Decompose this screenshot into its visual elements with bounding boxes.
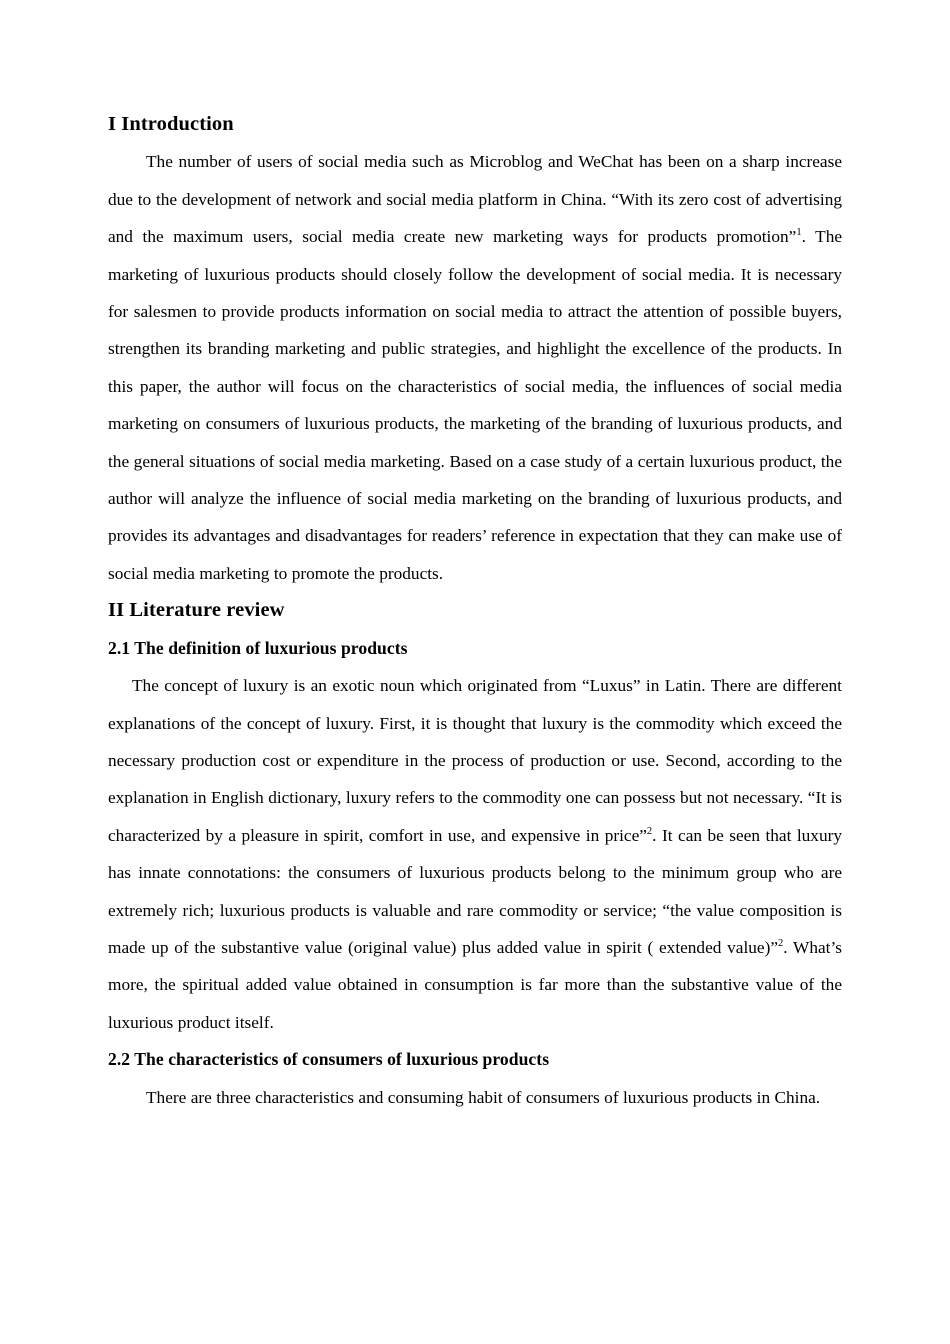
paragraph-2-2-1: There are three characteristics and consuming habit of consumers of luxurious products in China. bbox=[146, 1087, 821, 1107]
paragraph-introduction-1: The number of users of social media such as Microblog and WeChat has been on a sharp increase due to the development of network and social media platform in China. “With its zero cost of advertising and the maximum users, social media create new marketing ways for products promotion”$^1$. The marketing of luxurious products should closely follow the development of social media. It is necessary for salesmen to provide products information on social media to attract the attention of possible buyers, strengthen its branding marketing and public strategies, and highlight the excellence of the products. In this paper, the author will focus on the characteristics of social media, the influences of social media marketing on consumers of luxurious products, the marketing of the branding of luxurious products, and the general situations of social media marketing. Based on a case study of a certain luxurious product, the author will analyze the influence of social media marketing on the branding of luxurious products, and provides its advantages and disadvantages for readers’ reference in expectation that they can make use of social media marketing to promote the products. bbox=[108, 152, 843, 583]
heading-2-2-characteristics-of-consumers: 2.2 The characteristics of consumers of luxurious products bbox=[108, 1049, 550, 1070]
footnote-reference: 2 bbox=[778, 938, 784, 950]
heading-literature-review: II Literature review bbox=[108, 599, 285, 622]
heading-introduction: I Introduction bbox=[108, 113, 234, 135]
page-content bbox=[108, 106, 842, 1116]
heading-2-1-definition-of-luxurious-products: 2.1 The definition of luxurious products bbox=[108, 637, 408, 658]
footnote-reference: 2 bbox=[646, 825, 653, 837]
paragraph-2-1-1: The concept of luxury is an exotic noun which originated from “Luxus” in Latin. There are different explanations of the concept of luxury. First, it is thought that luxury is the commodity which exceed the necessary production cost or expenditure in the process of production or use. Second, according to the explanation in English dictionary, luxury refers to the commodity one can possess but not necessary. “It is characterized by a pleasure in spirit, comfort in use, and expensive in price”$^2$. It can be seen that luxury has innate connotations: the consumers of luxurious products belong to the minimum group who are extremely rich; luxurious products is valuable and rare commodity or service; “the value composition is made up of the substantive value (original value) plus added value in spirit ( extended value)”$^2$. What’s more, the spiritual added value obtained in consumption is far more than the substantive value of the luxurious product itself. bbox=[108, 676, 842, 1032]
footnote-reference: 1 bbox=[796, 227, 802, 239]
